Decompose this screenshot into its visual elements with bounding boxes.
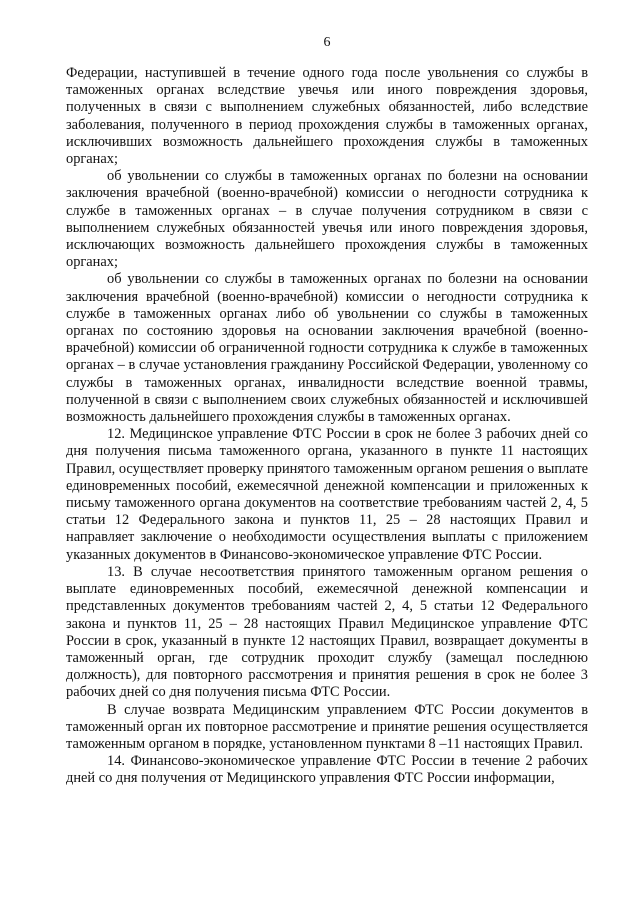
paragraph-item-13: 13. В случае несоответствия принятого таможенным органом решения о выплате единовременных пособий, ежемесячной денежной компенсации и представленных документов требованиям частей 2, 4, 5 статьи 12 Федерального закона и пунктов 11, 25 – 28 настоящих Правил Медицинское управление ФТС России в срок, указанный в пункте 12 настоящих Правил, возвращает документы в таможенный орган, где сотрудник проходит службу (замещал последнюю должность), для повторного рассмотрения и принятия решения в срок не более 3 рабочих дней со дня получения письма ФТС России.	[66, 563, 588, 701]
paragraph-2: об увольнении со службы в таможенных органах по болезни на основании заключения врачебной (военно-врачебной) комиссии о негодности сотрудника к службе в таможенных органах – в случае получения сотрудником в связи с выполнением служебных обязанностей увечья или иного повреждения здоровья, исключающих возможность дальнейшего прохождения службы в таможенных органах;	[66, 168, 588, 271]
paragraph-item-13-continued: В случае возврата Медицинским управлением ФТС России документов в таможенный орган их повторное рассмотрение и принятие решения осуществляется таможенным органом в порядке, установленном пунктами 8 –11 настоящих Правил.	[66, 701, 588, 752]
page-number: 6	[323, 35, 331, 50]
paragraph-item-14: 14. Финансово-экономическое управление ФТС России в течение 2 рабочих дней со дня получения от Медицинского управления ФТС России информации,	[66, 753, 588, 787]
paragraph-1: Федерации, наступившей в течение одного года после увольнения со службы в таможенных органах вследствие увечья или иного повреждения здоровья, полученных в связи с выполнением служебных обязанностей, либо вследствие заболевания, полученного в период прохождения службы в таможенных органах, исключивших возможность дальнейшего прохождения службы в таможенных органах;	[66, 65, 588, 168]
paragraph-3: об увольнении со службы в таможенных органах по болезни на основании заключения врачебной (военно-врачебной) комиссии о негодности сотрудника к службе в таможенных органах либо об увольнении со службы в таможенных органах по состоянию здоровья на основании заключения врачебной (военно-врачебной) комиссии об ограниченной годности сотрудника к службе в таможенных органах – в случае установления гражданину Российской Федерации, уволенному со службы в таможенных органах, инвалидности вследствие военной травмы, полученной в связи с выполнением своих служебных обязанностей и исключившей возможность дальнейшего прохождения службы в таможенных органах.	[66, 271, 588, 426]
paragraph-item-12: 12. Медицинское управление ФТС России в срок не более 3 рабочих дней со дня получения письма таможенного органа, указанного в пункте 11 настоящих Правил, осуществляет проверку принятого таможенным органом решения о выплате единовременных пособий, ежемесячной денежной компенсации и приложенных к письму таможенного органа документов на соответствие требованиям частей 2, 4, 5 статьи 12 Федерального закона и пунктов 11, 25 – 28 настоящих Правил и направляет заключение о необходимости осуществления выплаты с приложением указанных документов в Финансово-экономическое управление ФТС России.	[66, 426, 588, 563]
